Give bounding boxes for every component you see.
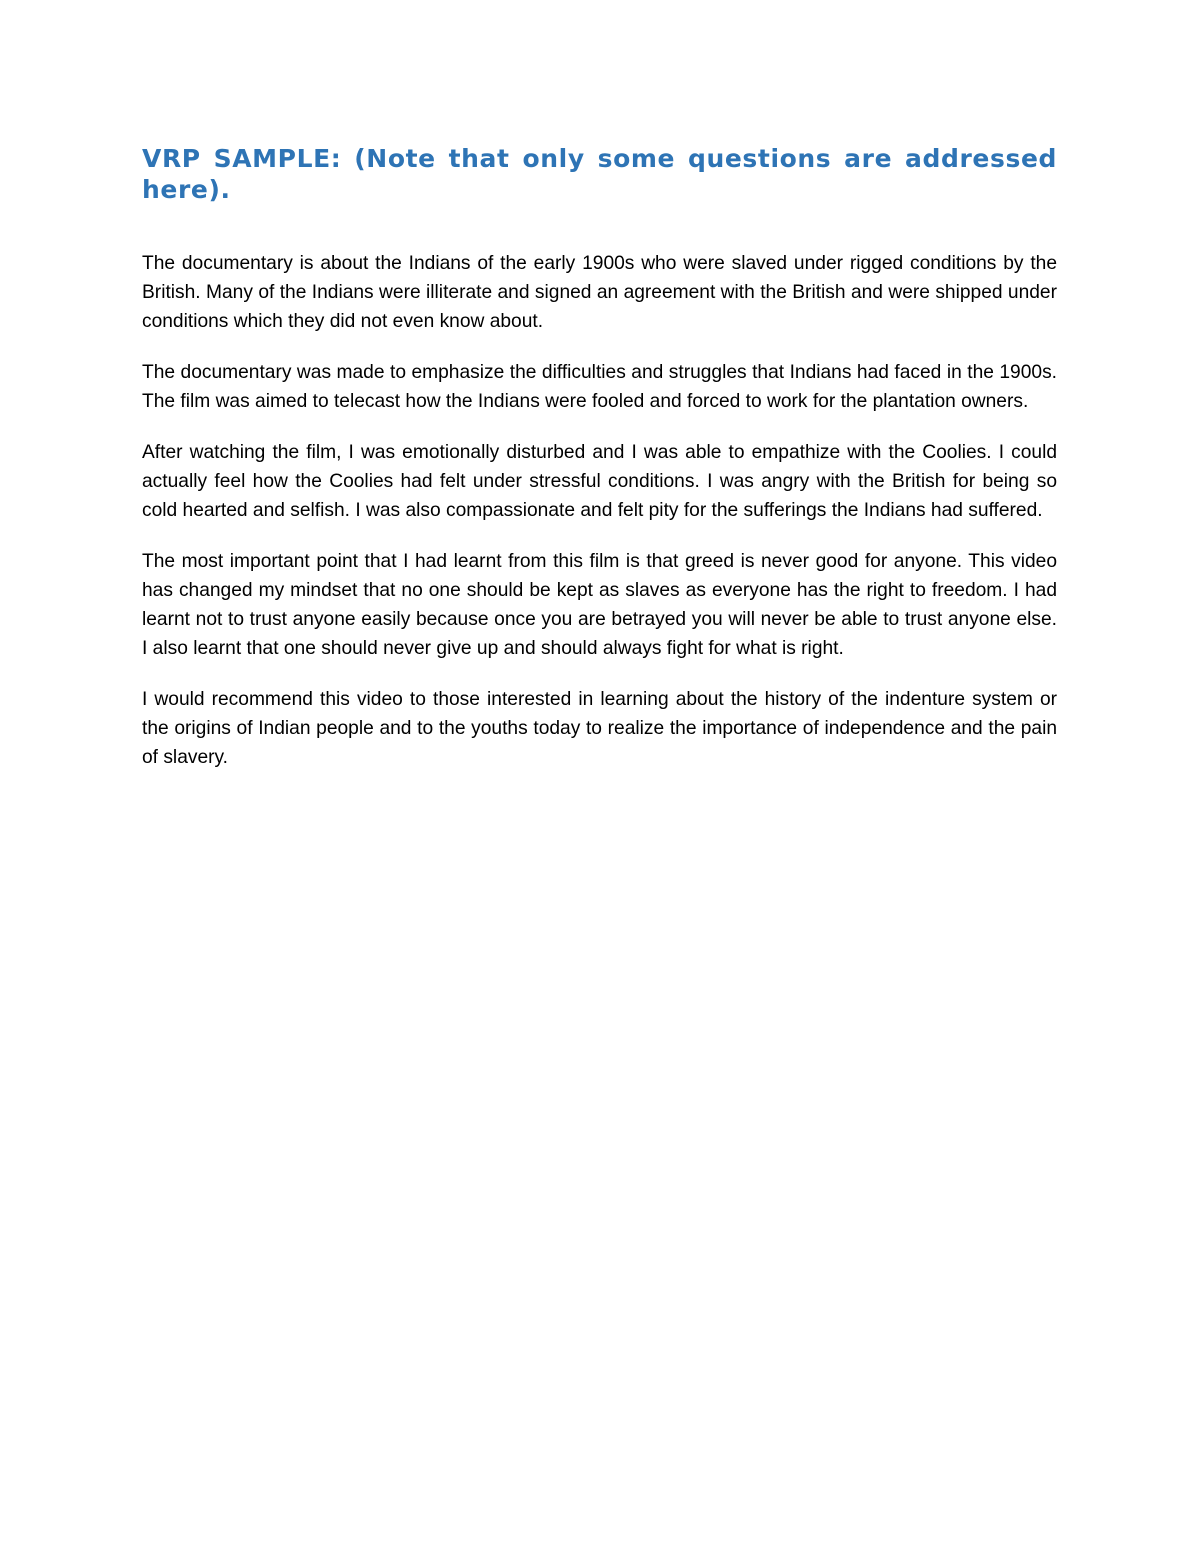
document-title: VRP SAMPLE: (Note that only some questions are addressed here). (142, 144, 1057, 204)
paragraph-1: The documentary is about the Indians of the early 1900s who were slaved under rigged conditions by the British. Many of the Indians were illiterate and signed an agreement with the British and were shipped under conditions which they did not even know about. (142, 253, 1057, 332)
paragraph-4: The most important point that I had learnt from this film is that greed is never good for anyone. This video has changed my mindset that no one should be kept as slaves as everyone has the right to freedom. I had learnt not to trust anyone easily because once you are betrayed you will never be able to trust anyone else. I also learnt that one should never give up and should always fight for what is right. (142, 551, 1057, 659)
paragraph-3: After watching the film, I was emotionally disturbed and I was able to empathize with the Coolies. I could actually feel how the Coolies had felt under stressful conditions. I was angry with the British for being so cold hearted and selfish. I was also compassionate and felt pity for the sufferings the Indians had suffered. (142, 442, 1057, 521)
paragraph-2: The documentary was made to emphasize the difficulties and struggles that Indians had faced in the 1900s. The film was aimed to telecast how the Indians were fooled and forced to work for the plantation owners. (142, 362, 1057, 412)
paragraph-5: I would recommend this video to those interested in learning about the history of the indenture system or the origins of Indian people and to the youths today to realize the importance of independence and the pain of slavery. (142, 689, 1057, 768)
document-body (142, 143, 1057, 794)
